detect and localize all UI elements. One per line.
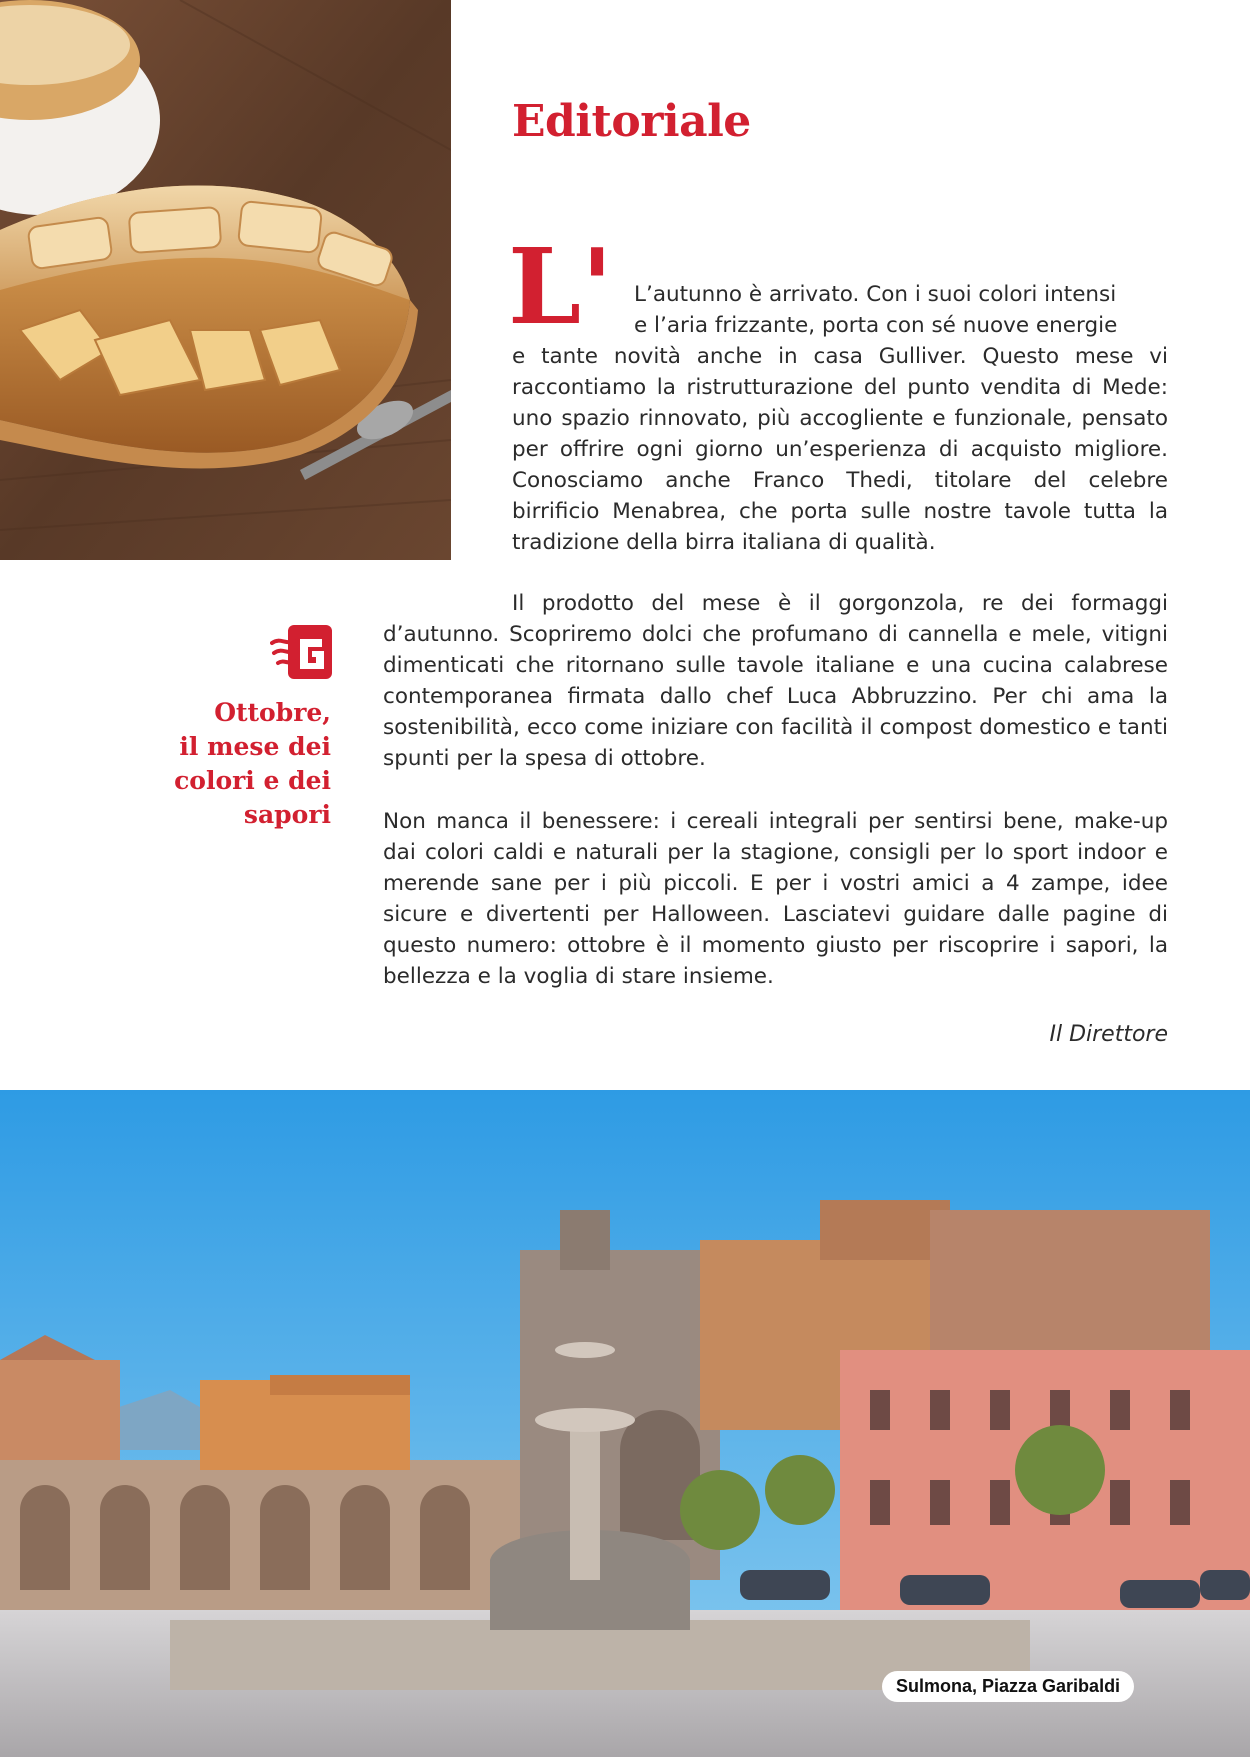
sulmona-piazza-photo (0, 1090, 1250, 1757)
sidebar-heading-line: colori e dei (174, 766, 331, 795)
sidebar-heading-line: sapori (243, 800, 331, 829)
paragraph-1-rest: e tante novità anche in casa Gulliver. Questo mese vi raccontiamo la ristrutturazione del punto vendita di Mede: uno spazio rinnovato, più accogliente e funzionale, pensato per offrire ogni giorno un’esperienza di acquisto migliore. Conosciamo anche Franco Thedi, titolare del celebre birrificio Menabrea, che porta sulle nostre tavole tutta la tradizione della birra italiana di qualità. (512, 344, 1168, 555)
paragraph-1-line-1: L’autunno è arrivato. Con i suoi colori intensi (634, 282, 1117, 307)
sidebar-heading-line: Ottobre, (214, 698, 331, 727)
paragraph-1-line-2: e l’aria frizzante, porta con sé nuove energie (634, 313, 1118, 338)
apple-pie-photo (0, 0, 451, 560)
sidebar-heading-line: il mese dei (179, 732, 331, 761)
editorial-paragraph-3: Non manca il benessere: i cereali integrali per sentirsi bene, make-up dai colori caldi e naturali per la stagione, consigli per lo sport indoor e merende sane per i più piccoli. E per i vostri amici a 4 zampe, idee sicure e divertenti per Halloween. Lasciatevi guidare dalle pagine di questo numero: ottobre è il momento giusto per riscoprire i sapori, la bellezza e la voglia di stare insieme. (383, 809, 1168, 989)
editorial-paragraph-2: Il prodotto del mese è il gorgonzola, re dei formaggi d’autunno. Scopriremo dolci che profumano di cannella e mele, vitigni dimenticati che ritornano sulle tavole italiane e una cucina calabrese contemporanea firmata dallo chef Luca Abbruzzino. Per chi ama la sostenibilità, ecco come iniziare con facilità il compost domestico e tanti spunti per la spesa di ottobre. (383, 591, 1168, 771)
photo-caption: Sulmona, Piazza Garibaldi (882, 1671, 1134, 1702)
page-title: Editoriale (512, 96, 751, 147)
gulliver-logo-icon (270, 623, 334, 683)
signature: Il Direttore (1049, 1022, 1168, 1047)
sidebar-heading (131, 696, 331, 832)
editorial-paragraph-1 (512, 279, 1168, 558)
drop-cap: L' (508, 225, 613, 348)
